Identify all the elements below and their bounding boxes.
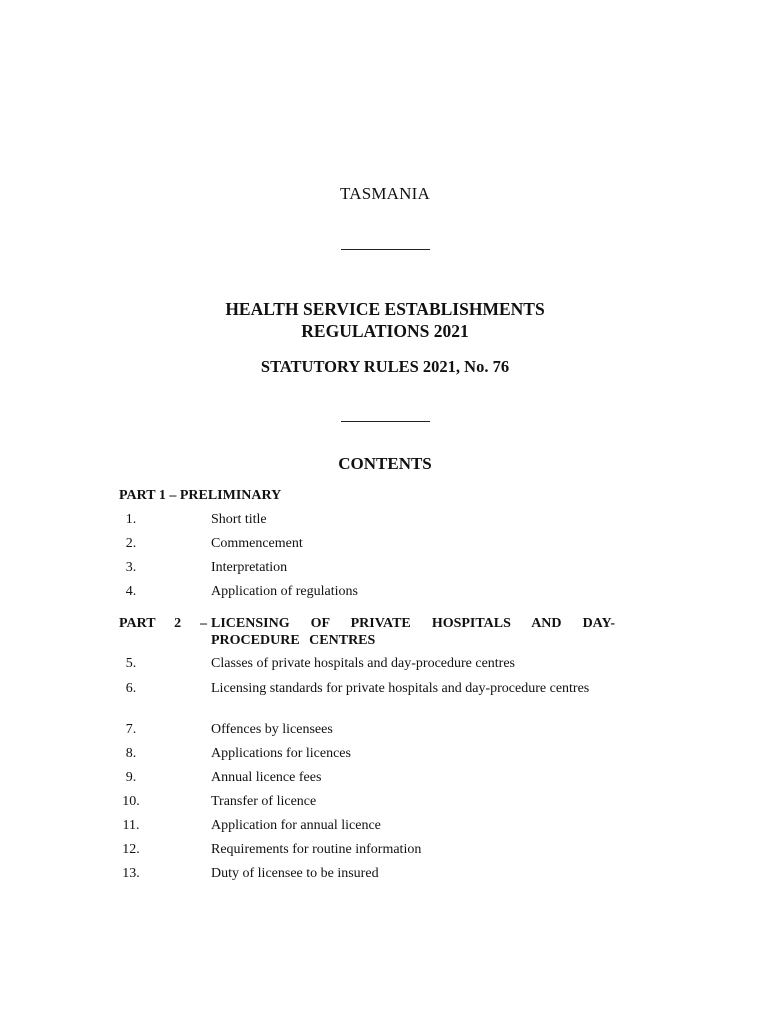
part-1-heading: PART 1 – PRELIMINARY — [119, 488, 282, 503]
statutory-rules-subtitle: STATUTORY RULES 2021, No. 76 — [260, 357, 510, 376]
toc-entry-number: 5. — [125, 656, 137, 671]
title-line-1: HEALTH SERVICE ESTABLISHMENTS — [225, 299, 545, 319]
toc-entry-number: 6. — [125, 681, 137, 696]
toc-entry-title: Duty of licensee to be insured — [211, 866, 379, 881]
toc-entry-title: Requirements for routine information — [211, 842, 422, 857]
toc-entry-title: Licensing standards for private hospitals and day-procedure centres — [211, 681, 590, 696]
part-2-label: PART 2 – — [119, 616, 207, 631]
toc-entry-number: 13. — [122, 866, 140, 881]
title-line-2: REGULATIONS 2021 — [301, 321, 469, 341]
toc-entry-number: 9. — [125, 770, 137, 785]
toc-entry-title: Short title — [211, 512, 267, 527]
toc-entry-title: Applications for licences — [211, 746, 351, 761]
toc-entry-title: Interpretation — [211, 560, 288, 575]
part-2-title: LICENSING OF PRIVATE HOSPITALS AND DAY-PROCEDURE CENTRES — [211, 616, 615, 648]
part-2-heading — [119, 615, 615, 649]
toc-entry-title: Classes of private hospitals and day-procedure centres — [211, 656, 516, 671]
toc-entry-number: 8. — [125, 746, 137, 761]
toc-entry-title: Commencement — [211, 536, 303, 551]
jurisdiction-heading: TASMANIA — [340, 184, 430, 203]
toc-entry-title: Application for annual licence — [211, 818, 381, 833]
toc-entry-number: 3. — [125, 560, 137, 575]
toc-entry-number: 12. — [122, 842, 140, 857]
toc-entry-title: Annual licence fees — [211, 770, 322, 785]
separator-rule — [341, 421, 430, 422]
toc-entry-title: Offences by licensees — [211, 722, 333, 737]
toc-entry-number: 1. — [125, 512, 137, 527]
toc-entry-title: Transfer of licence — [211, 794, 317, 809]
toc-entry-number: 7. — [125, 722, 137, 737]
regulation-title — [0, 298, 770, 342]
toc-entry-number: 10. — [122, 794, 140, 809]
toc-entry-number: 11. — [122, 818, 140, 833]
toc-entry-number: 2. — [125, 536, 137, 551]
contents-heading: CONTENTS — [338, 454, 432, 473]
toc-entry-number: 4. — [125, 584, 137, 599]
separator-rule — [341, 249, 430, 250]
toc-entry-title: Application of regulations — [211, 584, 358, 599]
